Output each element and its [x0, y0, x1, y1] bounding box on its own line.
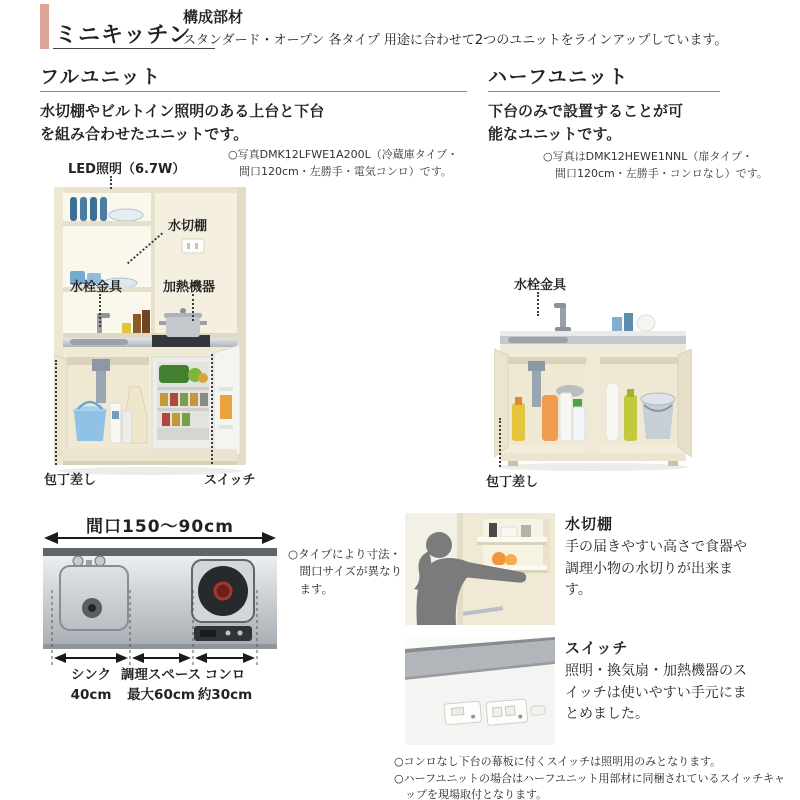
drain-shelf-label: 水切棚 — [168, 219, 208, 234]
drain-shelf-feature-image — [405, 513, 555, 625]
full-faucet-label: 水栓金具 — [70, 280, 123, 295]
half-faucet-leader-line — [537, 292, 539, 316]
led-light-label: LED照明（6.7W） — [68, 162, 186, 177]
half-unit-photo — [494, 299, 692, 473]
heater-label: 加熱機器 — [163, 280, 216, 295]
half-unit-photo-note — [543, 149, 768, 182]
half-faucet-label: 水栓金具 — [514, 278, 567, 293]
half-knife-pocket-label: 包丁差し — [486, 475, 539, 490]
sink-name: シンク — [71, 667, 111, 683]
half-unit-photo-note-line1: ○写真はDMK12HEWE1NNL（扉タイプ・ — [543, 150, 753, 163]
counter-top-view — [43, 548, 277, 649]
switch-feature-text: 照明・換気扇・加熱機器のスイッチは使いやすい手元にまとめました。 — [565, 663, 747, 723]
dimension-note: ○タイプにより寸法・間口サイズが異なります。 — [288, 547, 403, 596]
footnotes — [394, 754, 794, 800]
dimension-width-label: 間口150〜90cm — [86, 517, 234, 537]
footnote-2: ○ハーフユニットの場合はハーフユニット用部材に同梱されているスイッチキャップを現場取付となります。 — [394, 771, 786, 800]
upper-shelf-area — [63, 193, 155, 333]
full-unit-heading: フルユニット — [40, 66, 162, 88]
stove-name: コンロ — [204, 667, 246, 683]
full-unit-photo — [54, 187, 246, 477]
wall-outlet — [182, 239, 204, 253]
switch-leader-line — [211, 354, 213, 464]
accent-bar — [40, 4, 49, 49]
stove-size: 約30cm — [197, 686, 253, 703]
lower-cabinet — [54, 355, 149, 459]
segment-arrows — [54, 653, 255, 663]
full-unit-photo-note-line1: ○写真DMK12LFWE1A200L（冷蔵庫タイプ・ — [228, 148, 459, 161]
half-unit-heading: ハーフユニット — [488, 66, 629, 88]
full-knife-pocket-leader-line — [55, 360, 57, 465]
led-leader-line — [110, 176, 112, 189]
stove-dimension-label — [190, 666, 260, 705]
page-title: ミニキッチン — [55, 23, 192, 48]
half-faucet — [554, 303, 571, 332]
drain-shelf-feature-title: 水切棚 — [565, 515, 614, 533]
full-unit-rule — [40, 91, 467, 92]
fridge — [152, 345, 240, 455]
dimension-diagram — [42, 530, 278, 672]
half-unit-rule — [488, 91, 720, 92]
width-arrow — [44, 532, 276, 544]
header-description: スタンダード・オープン 各タイプ 用途に合わせて2つのユニットをラインアップしています。 — [183, 33, 728, 48]
footnote-1: ○コンロなし下台の幕板に付くスイッチは照明用のみとなります。 — [394, 755, 722, 768]
header-subtitle: 構成部材 — [183, 8, 244, 26]
half-lower-cabinet — [494, 349, 692, 457]
full-faucet-leader-line — [99, 294, 101, 327]
half-unit-photo-note-line2: 間口120cm・左勝手・コンロなし）です。 — [555, 166, 768, 180]
title-underline — [53, 48, 215, 49]
cooking-space-name: 調理スペース — [120, 667, 202, 683]
full-knife-pocket-label: 包丁差し — [44, 473, 97, 488]
heater-leader-line — [192, 294, 194, 321]
half-knife-pocket-leader-line — [499, 418, 501, 467]
full-unit-photo-note-line2: 間口120cm・左勝手・電気コンロ）です。 — [239, 164, 452, 178]
sink-size: 40cm — [70, 686, 112, 703]
full-unit-description: 水切棚やビルトイン照明のある上台と下台を組み合わせたユニットです。 — [40, 102, 325, 144]
switch-feature-image — [405, 637, 555, 745]
drain-shelf-feature-text: 手の届きやすい高さで食器や調理小物の水切りが出来ます。 — [565, 539, 747, 599]
switch-feature-title: スイッチ — [565, 639, 629, 657]
full-unit-photo-note — [228, 147, 458, 180]
switch-label: スイッチ — [204, 473, 256, 488]
cooking-space-size: 最大60cm — [127, 686, 195, 703]
half-unit-description: 下台のみで設置することが可能なユニットです。 — [488, 102, 684, 144]
